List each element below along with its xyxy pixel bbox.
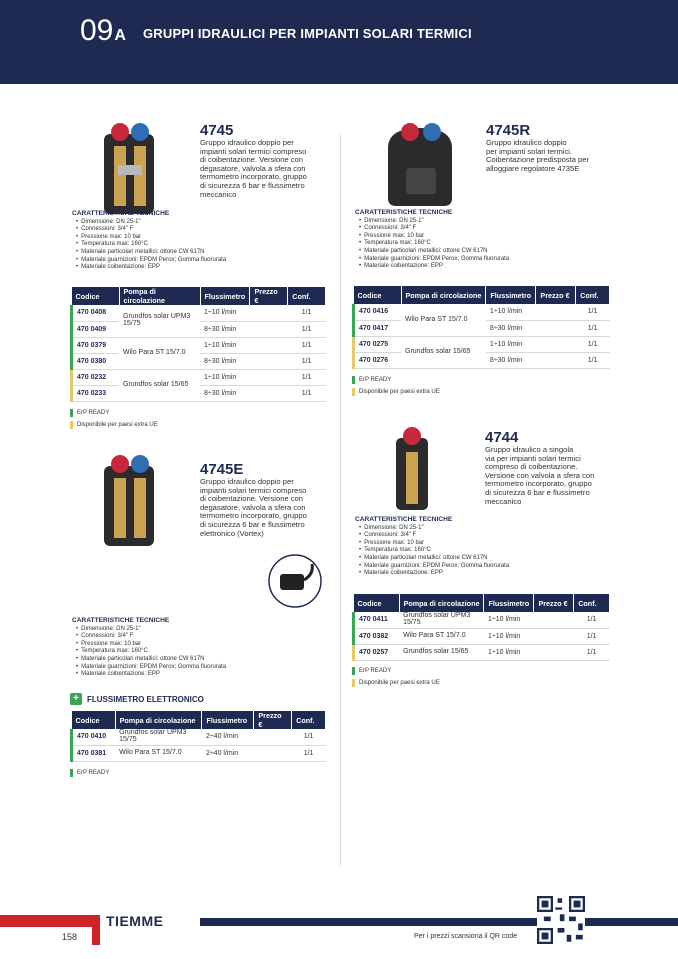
product-code-4745: 4745 [200, 122, 234, 139]
table-row: 470 0275 Grundfos solar 15/65 1÷10 l/min 1/1 [354, 336, 610, 352]
specs-4745R: CARATTERISTICHE TECNICHE • Dimensione: DN 25-1" • Connessioni: 3/4" F • Pressione max: 10 bar • Temperatura max: 160°C • Materiale particolari metallici: ottone CW 617N • Materiale guarnizioni: EPDM Perox; Gomma fluorurata • Materiale coibentazione: EPP [355, 209, 509, 271]
product-code-4744: 4744 [485, 429, 519, 446]
product-description-4745: Gruppo idraulico doppio per impianti solari termici compreso di coibentazione. Versione con degasatore, valvola a sfera con termometro incorporato, gruppo di sicurezza 6 bar e flussimetro meccanico [200, 138, 307, 199]
product-code-4745E: 4745E [200, 461, 244, 478]
legend-4744 [352, 667, 440, 691]
table-row: 470 0232 Grundfos solar 15/65 1÷10 l/min 1/1 [72, 369, 326, 385]
table-row: 470 0380 8÷30 l/min 1/1 [72, 353, 326, 369]
footer-red-stripe [0, 915, 100, 927]
erp-ready-badge: ErP READY [352, 667, 440, 675]
table-row: 470 0416 Wilo Para ST 15/7.0 1÷10 l/min 1/1 [354, 304, 610, 320]
page-number: 158 [62, 932, 78, 942]
plus-icon: + [70, 693, 82, 705]
extra-ue-badge: Disponibile per paesi extra UE [70, 421, 158, 429]
electronic-flowmeter-heading: + FLUSSIMETRO ELETTRONICO [70, 693, 204, 705]
table-row: 470 0417 8÷30 l/min 1/1 [354, 320, 610, 336]
product-description-4745E: Gruppo idraulico doppio per impianti solari termici compreso di coibentazione. Versione con degasatore, valvola a sfera con termometro incorporato, gruppo di sicurezza 6 bar e flussimetro elettronico (Vortex) [200, 477, 307, 538]
extra-ue-badge: Disponibile per paesi extra UE [352, 679, 440, 687]
extra-ue-badge: Disponibile per paesi extra UE [352, 388, 440, 396]
erp-ready-badge: ErP READY [352, 376, 440, 384]
qr-caption: Per i prezzi scansiona il QR code [414, 933, 518, 940]
price-table-4744: Codice Pompa di circolazione Flussimetro Prezzo € Conf. 470 0411 Grundfos solar UPM3 15/75 1÷10 l/min 1/1 470 0382 Wilo Para ST 15/7.0 1÷10 l/min 1/1 470 0257 Grundfos solar 15/65 1÷10 l/min 1/1 [352, 594, 610, 661]
column-divider [340, 135, 341, 865]
product-photo-4745R [380, 118, 460, 208]
vortex-sensor-photo [268, 554, 322, 608]
erp-ready-badge: ErP READY [70, 409, 158, 417]
table-row: 470 0382 Wilo Para ST 15/7.0 1÷10 l/min 1/1 [354, 628, 610, 644]
specs-4744: CARATTERISTICHE TECNICHE • Dimensione: DN 25-1" • Connessioni: 3/4" F • Pressione max: 10 bar • Temperatura max: 160°C • Materiale particolari metallici: ottone CW 617N • Materiale guarnizioni: EPDM Perox; Gomma fluorurata • Materiale coibentazione: EPP [355, 516, 509, 578]
table-row: 470 0408 Grundfos solar UPM3 15/75 1÷10 l/min 1/1 [72, 305, 326, 321]
page-header [0, 0, 678, 84]
product-description-4745R: Gruppo idraulico doppio per impianti solari termici. Coibentazione predisposta per alloggiare regolatore 4735E [486, 138, 590, 173]
footer-red-stripe-vertical [92, 915, 100, 945]
price-table-4745E: Codice Pompa di circolazione Flussimetro Prezzo € Conf. 470 0410 Grundfos solar UPM3 15/75 2÷40 l/min 1/1 470 0381 Wilo Para ST 15/7.0 2÷40 l/min 1/1 [70, 711, 326, 762]
product-photo-4744 [388, 424, 438, 514]
section-number: 09A [80, 14, 126, 47]
table-row: 470 0411 Grundfos solar UPM3 15/75 1÷10 l/min 1/1 [354, 612, 610, 628]
table-row: 470 0233 8÷30 l/min 1/1 [72, 385, 326, 401]
product-code-4745R: 4745R [486, 122, 531, 139]
table-row: 470 0379 Wilo Para ST 15/7.0 1÷10 l/min 1/1 [72, 337, 326, 353]
qr-code-icon[interactable] [537, 896, 585, 944]
price-table-4745R: Codice Pompa di circolazione Flussimetro Prezzo € Conf. 470 0416 Wilo Para ST 15/7.0 1÷10 l/min 1/1 470 0417 8÷30 l/min 1/1 470 0275 Grundfos solar 15/65 1÷10 l/min 1/1 470 0276 8÷30 l/min 1/1 [352, 286, 610, 369]
table-row: 470 0410 Grundfos solar UPM3 15/75 2÷40 l/min 1/1 [72, 729, 326, 745]
product-description-4744: Gruppo idraulico a singola via per impianti solari termici compreso di coibentazione. Versione con valvola a sfera con termometro incorporato, gruppo di sicurezza 6 bar e flussimetro meccanico [485, 445, 595, 506]
legend-4745 [70, 409, 158, 433]
product-photo-4745E [98, 452, 163, 552]
table-row: 470 0381 Wilo Para ST 15/7.0 2÷40 l/min 1/1 [72, 745, 326, 761]
table-row: 470 0409 8÷30 l/min 1/1 [72, 321, 326, 337]
brand-logo: TIEMME [106, 913, 164, 929]
table-row: 470 0276 8÷30 l/min 1/1 [354, 352, 610, 368]
legend-4745R [352, 376, 440, 400]
section-title: GRUPPI IDRAULICI PER IMPIANTI SOLARI TERMICI [143, 26, 472, 41]
legend-4745E [70, 769, 109, 781]
specs-4745: CARATTERISTICHE TECNICHE • Dimensione: DN 25-1" • Connessioni: 3/4" F • Pressione max: 10 bar • Temperatura max: 160°C • Materiale particolari metallici: ottone CW 617N • Materiale guarnizioni: EPDM Perox; Gomma fluorurata • Materiale coibentazione: EPP [72, 210, 226, 272]
erp-ready-badge: ErP READY [70, 769, 109, 777]
footer-navy-stripe [200, 918, 678, 926]
specs-4745E: CARATTERISTICHE TECNICHE • Dimensione: DN 25-1" • Connessioni: 3/4" F • Pressione max: 10 bar • Temperatura max: 160°C • Materiale particolari metallici: ottone CW 617N • Materiale guarnizioni: EPDM Perox; Gomma fluorurata • Materiale coibentazione: EPP [72, 617, 226, 679]
product-photo-4745 [98, 120, 163, 220]
price-table-4745: Codice Pompa di circolazione Flussimetro Prezzo € Conf. 470 0408 Grundfos solar UPM3 15/75 1÷10 l/min 1/1 470 0409 8÷30 l/min 1/1 470 0379 Wilo Para ST 15/7.0 1÷10 l/min 1/1 470 0380 8÷30 l/min 1/1 470 0232 Grundfos solar 15/65 1÷10 l/min 1/1 470 0233 8÷30 l/min 1/1 [70, 287, 326, 402]
table-row: 470 0257 Grundfos solar 15/65 1÷10 l/min 1/1 [354, 644, 610, 660]
